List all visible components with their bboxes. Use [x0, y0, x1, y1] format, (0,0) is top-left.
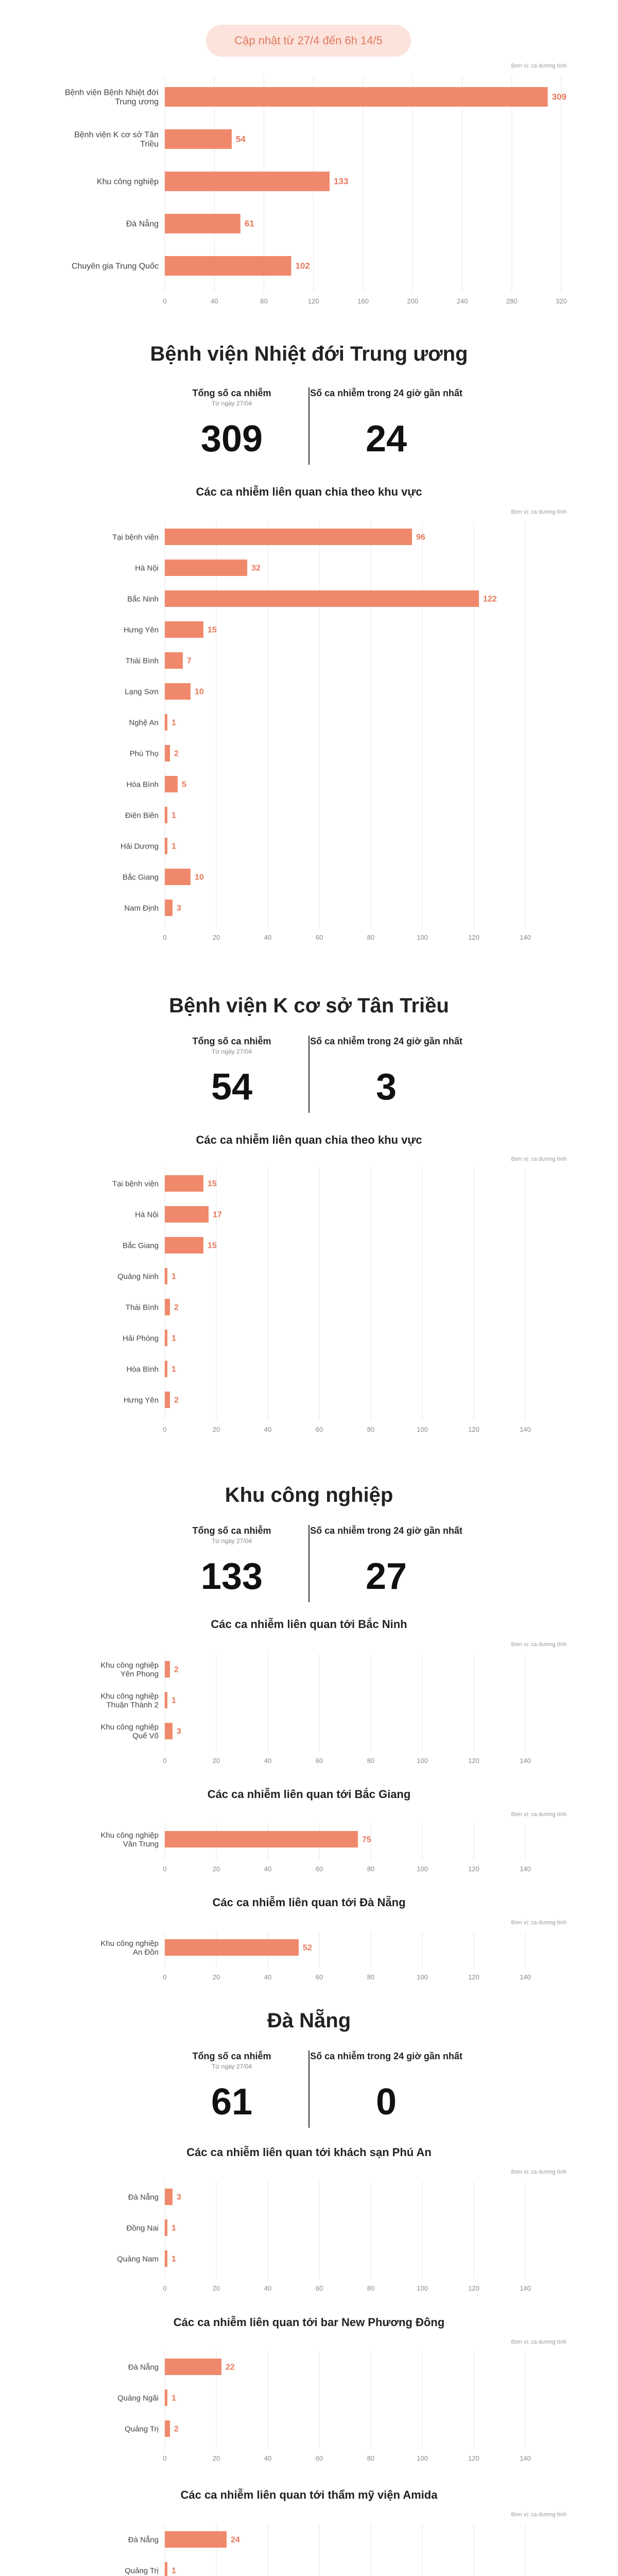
data-label: 15 — [208, 1179, 217, 1189]
data-label: 122 — [483, 595, 497, 604]
category-label: Hưng Yên — [123, 625, 159, 635]
x-tick-label: 100 — [417, 2284, 428, 2292]
x-tick-label: 100 — [417, 1973, 428, 1981]
data-label: 15 — [208, 625, 217, 635]
x-tick-label: 0 — [163, 297, 167, 305]
category-label: Bệnh viện K cơ sở Tân Triều — [74, 130, 159, 149]
total-label: Tổng số ca nhiễm — [192, 388, 271, 398]
total-label: Tổng số ca nhiễm — [192, 1526, 271, 1536]
unit-label: Đơn vị: ca dương tính — [511, 2339, 566, 2345]
data-label: 3 — [177, 904, 181, 913]
x-tick-label: 0 — [163, 1757, 167, 1765]
data-label: 17 — [213, 1210, 222, 1219]
bar — [165, 683, 191, 700]
data-label: 54 — [235, 134, 246, 144]
x-tick-label: 140 — [520, 1757, 531, 1765]
total-sub: Từ ngày 27/04 — [211, 1048, 252, 1055]
bar — [165, 1330, 167, 1346]
data-label: 1 — [171, 1272, 176, 1281]
category-label: Hòa Bình — [126, 1365, 159, 1374]
data-label: 1 — [171, 842, 176, 851]
region-bar-chart-k-tan-trieu — [0, 1162, 618, 1461]
chart-subtitle: Các ca nhiễm liên quan tới Bắc Ninh — [211, 1618, 407, 1631]
category-label: Bắc Giang — [122, 873, 159, 882]
bar — [165, 745, 170, 761]
x-tick-label: 40 — [264, 934, 272, 941]
bar — [165, 900, 173, 916]
category-label: Quảng Trị — [125, 2566, 159, 2575]
total-label: Tổng số ca nhiễm — [192, 2051, 271, 2061]
x-tick-label: 120 — [307, 297, 319, 305]
chart-subtitle: Các ca nhiễm liên quan tới bar New Phương Đông — [173, 2316, 445, 2329]
data-label: 1 — [171, 2566, 176, 2575]
category-label: Hà Nội — [135, 564, 159, 573]
bar — [165, 256, 291, 276]
x-tick-label: 120 — [468, 1757, 479, 1765]
x-tick-label: 100 — [417, 1426, 428, 1433]
category-label: Hải Dương — [120, 842, 159, 851]
x-tick-label: 20 — [212, 934, 220, 941]
x-tick-label: 200 — [407, 297, 419, 305]
x-tick-label: 0 — [163, 1426, 167, 1433]
x-tick-label: 40 — [264, 1757, 272, 1765]
total-label: Tổng số ca nhiễm — [192, 1036, 271, 1046]
bar — [165, 1831, 358, 1848]
bar-chart-new-phuong-dong — [0, 2345, 618, 2469]
bar-chart-bac-ninh — [0, 1648, 618, 1771]
x-tick-label: 60 — [315, 1865, 323, 1873]
total-value: 133 — [200, 1556, 263, 1597]
data-label: 3 — [177, 1727, 181, 1736]
unit-label: Đơn vị: ca dương tính — [511, 1920, 566, 1926]
data-label: 32 — [251, 564, 261, 573]
category-label: Đà Nẵng — [128, 2193, 159, 2202]
data-label: 10 — [195, 873, 204, 882]
x-tick-label: 40 — [264, 1426, 272, 1433]
bar — [165, 560, 247, 576]
x-tick-label: 20 — [212, 2284, 220, 2292]
x-tick-label: 40 — [264, 1865, 272, 1873]
data-label: 102 — [295, 261, 310, 271]
recent-label: Số ca nhiễm trong 24 giờ gần nhất — [310, 388, 462, 398]
total-sub: Từ ngày 27/04 — [211, 2063, 252, 2070]
data-label: 1 — [171, 2255, 176, 2264]
x-tick-label: 120 — [468, 1865, 479, 1873]
bar — [165, 214, 241, 233]
bar — [165, 2562, 167, 2576]
total-sub: Từ ngày 27/04 — [211, 400, 252, 407]
chart-subtitle: Các ca nhiễm liên quan tới khách sạn Phú An — [186, 2146, 432, 2159]
category-label: Khu công nghiệp An Đồn — [100, 1939, 159, 1957]
data-label: 22 — [226, 2363, 235, 2372]
data-label: 1 — [171, 2394, 176, 2403]
x-tick-label: 0 — [163, 934, 167, 941]
section-title-nhiet-doi: Bệnh viện Nhiệt đới Trung ương — [150, 343, 468, 365]
bar — [165, 2531, 227, 2548]
x-tick-label: 160 — [357, 297, 369, 305]
x-tick-label: 320 — [556, 297, 567, 305]
data-label: 5 — [182, 780, 186, 789]
bar — [165, 621, 203, 638]
category-label: Tại bệnh viện — [112, 1179, 159, 1189]
category-label: Thái Bình — [125, 656, 159, 666]
bar — [165, 714, 167, 731]
category-label: Khu công nghiệp Yên Phong — [100, 1660, 159, 1679]
bar — [165, 838, 167, 854]
chart-subtitle: Các ca nhiễm liên quan tới Đà Nẵng — [212, 1896, 406, 1909]
chart-subtitle: Các ca nhiễm liên quan tới Bắc Giang — [207, 1788, 411, 1801]
bar — [165, 1392, 170, 1408]
category-label: Quảng Nam — [117, 2255, 159, 2264]
x-tick-label: 20 — [212, 1426, 220, 1433]
data-label: 1 — [171, 1365, 176, 1374]
bar — [165, 2359, 221, 2375]
data-label: 96 — [416, 533, 425, 542]
category-label: Hòa Bình — [126, 780, 159, 789]
category-label: Đà Nẵng — [126, 219, 159, 229]
x-tick-label: 120 — [468, 1973, 479, 1981]
category-label: Đà Nẵng — [128, 2535, 159, 2545]
category-label: Nghệ An — [129, 718, 159, 727]
bar — [165, 1206, 209, 1223]
x-tick-label: 80 — [367, 2284, 375, 2292]
x-tick-label: 240 — [456, 297, 468, 305]
bar — [165, 1723, 173, 1739]
category-label: Quảng Ngãi — [117, 2394, 159, 2403]
chart-subtitle: Các ca nhiễm liên quan chia theo khu vực — [196, 485, 422, 498]
bar — [165, 1237, 203, 1253]
x-tick-label: 120 — [468, 2284, 479, 2292]
data-label: 2 — [174, 1303, 179, 1312]
x-tick-label: 40 — [264, 1973, 272, 1981]
total-sub: Từ ngày 27/04 — [211, 1537, 252, 1545]
data-label: 15 — [208, 1241, 217, 1250]
x-tick-label: 80 — [367, 2454, 375, 2462]
section-title-da-nang: Đà Nẵng — [267, 2009, 351, 2032]
category-label: Quảng Trị — [125, 2425, 159, 2434]
data-label: 3 — [177, 2193, 181, 2202]
total-value: 54 — [211, 1066, 253, 1108]
x-tick-label: 20 — [212, 2454, 220, 2462]
category-label: Khu công nghiệp Vân Trung — [100, 1831, 159, 1849]
x-tick-label: 80 — [367, 934, 375, 941]
bar — [165, 2389, 167, 2406]
bar — [165, 869, 191, 885]
recent-value: 27 — [365, 1556, 407, 1597]
x-tick-label: 60 — [315, 2454, 323, 2462]
bar — [165, 2420, 170, 2437]
bar — [165, 652, 183, 669]
category-label: Bệnh viện Bệnh Nhiệt đới Trung ương — [64, 88, 159, 107]
total-value: 309 — [200, 418, 263, 460]
x-tick-label: 100 — [417, 934, 428, 941]
x-tick-label: 60 — [315, 934, 323, 941]
update-banner: Cập nhật từ 27/4 đến 6h 14/5 — [206, 25, 411, 57]
category-label: Đà Nẵng — [128, 2363, 159, 2372]
x-tick-label: 0 — [163, 2284, 167, 2292]
x-tick-label: 140 — [520, 1426, 531, 1433]
x-tick-label: 20 — [212, 1865, 220, 1873]
x-tick-label: 280 — [506, 297, 518, 305]
bar — [165, 590, 479, 607]
category-label: Thái Bình — [125, 1303, 159, 1312]
recent-value: 3 — [375, 1066, 397, 1108]
recent-label: Số ca nhiễm trong 24 giờ gần nhất — [310, 2051, 462, 2061]
x-tick-label: 80 — [367, 1973, 375, 1981]
unit-label: Đơn vị: ca dương tính — [511, 2512, 566, 2518]
data-label: 24 — [231, 2535, 240, 2545]
x-tick-label: 40 — [211, 297, 218, 305]
recent-value: 0 — [375, 2081, 397, 2123]
bar — [165, 1361, 167, 1377]
bar — [165, 2189, 173, 2205]
total-value: 61 — [211, 2081, 253, 2123]
bar — [165, 2250, 167, 2267]
category-label: Hưng Yên — [123, 1396, 159, 1405]
unit-label: Đơn vị: ca dương tính — [511, 509, 566, 515]
bar — [165, 172, 330, 191]
x-tick-label: 80 — [367, 1757, 375, 1765]
unit-label: Đơn vị: ca dương tính — [511, 2169, 566, 2175]
category-label: Điện Biên — [125, 811, 159, 820]
category-label: Bắc Ninh — [127, 595, 159, 604]
category-label: Khu công nghiệp Thuận Thành 2 — [100, 1691, 159, 1709]
x-tick-label: 140 — [520, 934, 531, 941]
data-label: 2 — [174, 749, 179, 758]
data-label: 133 — [334, 176, 349, 187]
region-bar-chart-nhiet-doi — [0, 515, 618, 969]
recent-value: 24 — [365, 418, 407, 460]
bar — [165, 1175, 203, 1192]
section-title-khu-cong-nghiep: Khu công nghiệp — [225, 1484, 393, 1506]
data-label: 1 — [171, 2224, 176, 2233]
x-tick-label: 100 — [417, 2454, 428, 2462]
bar — [165, 129, 232, 149]
chart-subtitle: Các ca nhiễm liên quan chia theo khu vực — [196, 1133, 422, 1146]
data-label: 309 — [552, 92, 566, 102]
unit-label: Đơn vị: ca dương tính — [511, 1156, 566, 1162]
unit-label: Đơn vị: ca dương tính — [511, 63, 566, 69]
x-tick-label: 0 — [163, 1973, 167, 1981]
section-title-k-tan-trieu: Bệnh viện K cơ sở Tân Triều — [169, 994, 449, 1017]
x-tick-label: 80 — [367, 1426, 375, 1433]
category-label: Hải Phòng — [122, 1334, 159, 1343]
data-label: 1 — [171, 718, 176, 727]
x-tick-label: 100 — [417, 1865, 428, 1873]
category-label: Nam Định — [124, 904, 159, 913]
category-label: Phú Thọ — [129, 749, 159, 758]
bar-chart-da-nang-kcn — [0, 1926, 618, 1988]
category-label: Khu công nghiệp — [96, 177, 159, 187]
overview-bar-chart — [0, 70, 618, 312]
data-label: 10 — [195, 687, 204, 697]
data-label: 1 — [171, 1334, 176, 1343]
bar — [165, 807, 167, 823]
bar — [165, 1692, 167, 1708]
bar — [165, 1939, 299, 1956]
x-tick-label: 40 — [264, 2454, 272, 2462]
x-tick-label: 0 — [163, 1865, 167, 1873]
data-label: 52 — [303, 1943, 312, 1953]
unit-label: Đơn vị: ca dương tính — [511, 1641, 566, 1648]
x-tick-label: 80 — [367, 1865, 375, 1873]
x-tick-label: 60 — [315, 1973, 323, 1981]
x-tick-label: 20 — [212, 1757, 220, 1765]
x-tick-label: 0 — [163, 2454, 167, 2462]
category-label: Chuyên gia Trung Quốc — [72, 262, 159, 271]
x-tick-label: 60 — [315, 1757, 323, 1765]
bar — [165, 1268, 167, 1284]
category-label: Hà Nội — [135, 1210, 159, 1219]
data-label: 1 — [171, 1696, 176, 1705]
chart-subtitle: Các ca nhiễm liên quan tới thẩm mỹ viện Amida — [180, 2488, 438, 2501]
bar-chart-amida — [0, 2518, 618, 2576]
data-label: 75 — [362, 1835, 371, 1844]
category-label: Quảng Ninh — [117, 1272, 159, 1281]
bar-chart-bac-giang — [0, 1818, 618, 1879]
x-tick-label: 120 — [468, 1426, 479, 1433]
data-label: 61 — [244, 218, 254, 229]
category-label: Bắc Giang — [122, 1241, 159, 1250]
x-tick-label: 120 — [468, 2454, 479, 2462]
unit-label: Đơn vị: ca dương tính — [511, 1811, 566, 1818]
category-label: Lạng Sơn — [125, 687, 159, 697]
category-label: Khu công nghiệp Quế Võ — [100, 1722, 159, 1740]
x-tick-label: 100 — [417, 1757, 428, 1765]
x-tick-label: 140 — [520, 2284, 531, 2292]
recent-label: Số ca nhiễm trong 24 giờ gần nhất — [310, 1526, 462, 1536]
bar — [165, 776, 178, 792]
data-label: 7 — [187, 656, 192, 666]
x-tick-label: 140 — [520, 2454, 531, 2462]
bar — [165, 87, 548, 107]
category-label: Đồng Nai — [126, 2224, 159, 2233]
recent-label: Số ca nhiễm trong 24 giờ gần nhất — [310, 1036, 462, 1046]
data-label: 2 — [174, 1396, 179, 1405]
x-tick-label: 40 — [264, 2284, 272, 2292]
bar — [165, 1299, 170, 1315]
x-tick-label: 120 — [468, 934, 479, 941]
bar-chart-phu-an — [0, 2175, 618, 2299]
x-tick-label: 60 — [315, 1426, 323, 1433]
data-label: 2 — [174, 2425, 179, 2434]
x-tick-label: 140 — [520, 1865, 531, 1873]
category-label: Tại bệnh viện — [112, 533, 159, 542]
bar — [165, 2219, 167, 2236]
x-tick-label: 60 — [315, 2284, 323, 2292]
bar — [165, 1661, 170, 1677]
x-tick-label: 80 — [260, 297, 268, 305]
bar — [165, 529, 412, 545]
data-label: 2 — [174, 1665, 179, 1674]
x-tick-label: 20 — [212, 1973, 220, 1981]
x-tick-label: 140 — [520, 1973, 531, 1981]
data-label: 1 — [171, 811, 176, 820]
